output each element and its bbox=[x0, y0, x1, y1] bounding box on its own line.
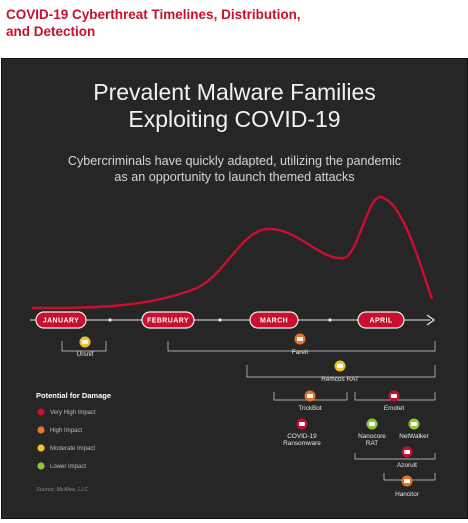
remote-icon bbox=[337, 364, 343, 368]
key-icon bbox=[297, 337, 303, 341]
legend-title: Potential for Damage bbox=[36, 391, 112, 400]
family-trickbot bbox=[298, 391, 321, 413]
source-note: Source: McAfee, LLC bbox=[36, 487, 89, 493]
page-title bbox=[6, 6, 306, 40]
timeline-dot bbox=[328, 318, 331, 321]
legend-label: Very High Impact bbox=[50, 410, 96, 416]
family-fareit bbox=[292, 334, 309, 357]
mail-icon bbox=[391, 394, 397, 398]
legend-swatch-lower bbox=[37, 462, 44, 469]
family-nanocore-rat bbox=[358, 419, 386, 448]
bug-icon bbox=[404, 479, 410, 483]
legend-swatch-moderate bbox=[37, 444, 44, 451]
infographic-title-line2: Exploiting COVID-19 bbox=[128, 106, 341, 132]
infographic-title-line1: Prevalent Malware Families bbox=[93, 79, 376, 105]
family-hancitor bbox=[395, 476, 420, 499]
family-label: Nanocore bbox=[358, 433, 386, 440]
timeline-diagram bbox=[2, 59, 467, 518]
family-label: NetWalker bbox=[399, 433, 429, 440]
timeline-dot bbox=[108, 318, 111, 321]
family-label: Fareit bbox=[291, 349, 309, 356]
family-label: RAT bbox=[365, 440, 379, 447]
legend-swatch-very-high bbox=[37, 408, 44, 415]
legend-label: High Impact bbox=[50, 428, 83, 434]
family-label: Emotet bbox=[383, 405, 405, 412]
family-covid19-ransomware bbox=[283, 419, 321, 448]
month-label: FEBRUARY bbox=[147, 317, 189, 325]
month-label: APRIL bbox=[369, 317, 393, 325]
trojan-icon bbox=[307, 394, 313, 398]
legend-label: Moderate Impact bbox=[50, 446, 96, 452]
infographic-panel bbox=[1, 58, 468, 519]
infographic-subtitle-line1: Cybercriminals have quickly adapted, utilizing the pandemic bbox=[67, 154, 402, 168]
family-label: Ursnif bbox=[76, 351, 94, 358]
month-label: JANUARY bbox=[42, 317, 80, 325]
family-remcos-rat bbox=[321, 361, 359, 384]
bracket-nanocore bbox=[355, 453, 435, 459]
month-pill-april bbox=[358, 312, 404, 328]
month-label: MARCH bbox=[259, 317, 289, 325]
lock-screen-icon bbox=[299, 422, 305, 426]
month-pill-february bbox=[142, 312, 194, 328]
month-pill-january bbox=[36, 312, 86, 328]
infographic-subtitle-line2: as an opportunity to launch themed attacks bbox=[114, 170, 355, 184]
family-emotet bbox=[384, 391, 404, 413]
family-netwalker bbox=[399, 419, 429, 441]
family-azorult bbox=[397, 447, 417, 470]
page-title-text: COVID-19 Cyberthreat Timelines, Distribution, and Detection bbox=[6, 7, 301, 39]
month-pill-march bbox=[250, 312, 298, 328]
activity-curve bbox=[32, 197, 432, 308]
family-ursnif bbox=[77, 337, 94, 359]
lock-screen-icon bbox=[411, 422, 417, 426]
family-label: Hancitor bbox=[395, 491, 419, 498]
remote-icon bbox=[369, 422, 375, 426]
family-label: Remcos RAT bbox=[321, 376, 359, 383]
family-label: TrickBot bbox=[298, 405, 322, 412]
family-label: COVID-19 bbox=[287, 433, 317, 440]
family-label: Azorult bbox=[397, 462, 417, 469]
legend bbox=[36, 391, 111, 470]
family-label: Ransomware bbox=[283, 440, 321, 447]
bug-icon bbox=[82, 340, 88, 344]
legend-swatch-high bbox=[37, 426, 44, 433]
skull-icon bbox=[404, 450, 410, 454]
timeline-dot bbox=[218, 318, 221, 321]
legend-label: Lower Impact bbox=[50, 464, 87, 470]
